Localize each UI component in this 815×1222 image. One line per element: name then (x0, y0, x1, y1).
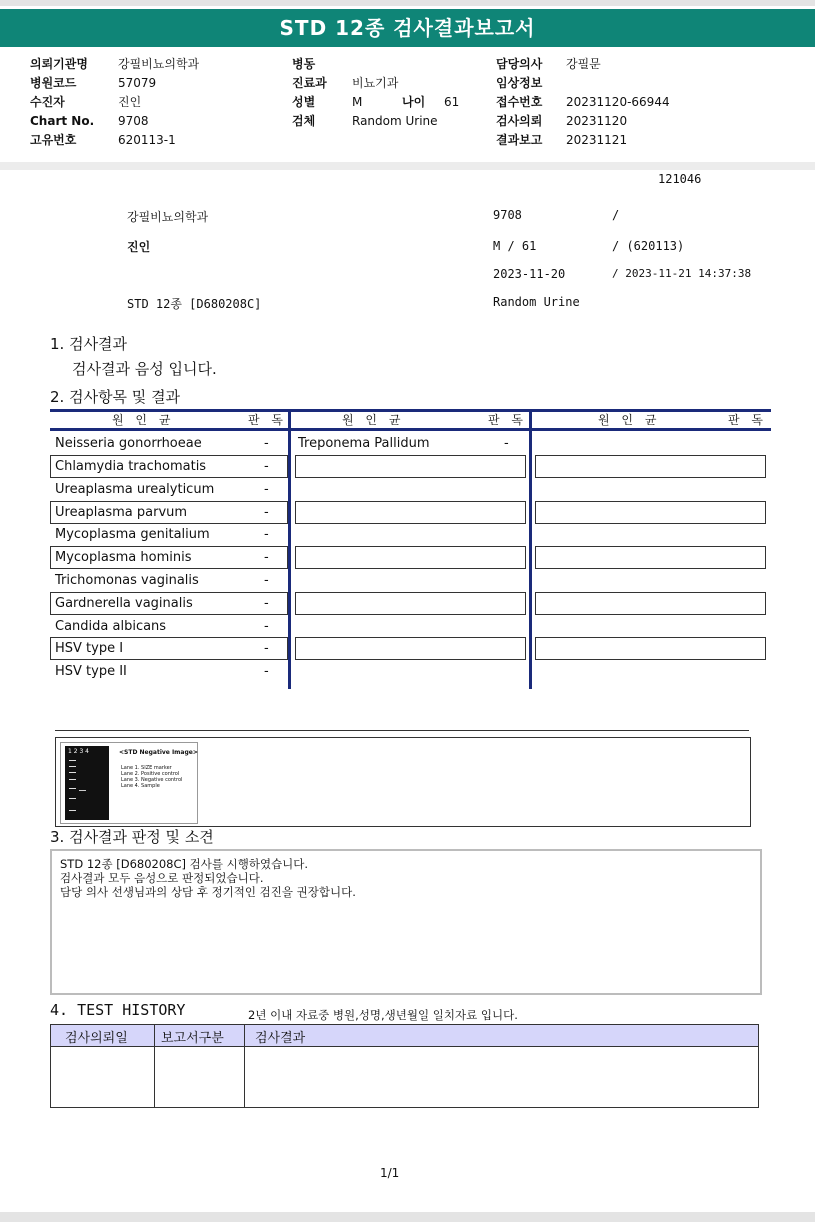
organism-name: HSV type II (55, 664, 127, 679)
info-col-2 (292, 55, 459, 131)
row-box (295, 592, 526, 615)
label: 병동 (292, 57, 316, 71)
label: 의뢰기관명 (30, 57, 88, 71)
organism-result: - (264, 436, 269, 451)
organism-result: - (264, 505, 269, 520)
summary-code: 121046 (658, 172, 702, 186)
table-header-line (50, 428, 771, 431)
history-header-result: 검사결과 (255, 1031, 306, 1046)
gel-image (60, 742, 198, 824)
summary-sex-age: M / 61 (493, 239, 537, 253)
row-box (535, 455, 766, 478)
label: 수진자 (30, 95, 65, 109)
column-divider-1 (288, 411, 291, 689)
gel-legend-item: Lane 2. Positive control (121, 771, 180, 777)
history-header-row (51, 1025, 758, 1047)
summary-specimen: Random Urine (493, 295, 580, 309)
report-title: STD 12종 검사결과보고서 (0, 9, 815, 47)
opinion-box (50, 849, 762, 995)
organism-result: - (264, 527, 269, 542)
value: Random Urine (352, 114, 438, 128)
row-box (535, 501, 766, 524)
gel-title: <STD Negative Image> (119, 749, 198, 756)
col-header-2: 원 인 균 (342, 413, 405, 427)
gel-legend-item: Lane 4. Sample (121, 783, 160, 789)
organism-name: Mycoplasma genitalium (55, 527, 210, 542)
organism-result: - (264, 596, 269, 611)
label: 결과보고 (496, 133, 543, 147)
top-bar (0, 0, 815, 6)
summary-chart: 9708 (493, 208, 522, 222)
section4-title: 4. TEST HISTORY (50, 1001, 186, 1019)
history-col-divider (244, 1025, 245, 1107)
opinion-line: STD 12종 [D680208C] 검사를 시행하였습니다. (60, 857, 309, 871)
row-box (535, 546, 766, 569)
summary-request-date: 2023-11-20 (493, 267, 566, 281)
row-box (295, 637, 526, 660)
row-box (535, 592, 766, 615)
organism-name: Gardnerella vaginalis (55, 596, 193, 611)
summary-slash: / (612, 208, 620, 222)
organism-name: Candida albicans (55, 619, 167, 634)
row-box (295, 546, 526, 569)
organism-result: - (264, 641, 269, 656)
opinion-line: 검사결과 모두 음성으로 판정되었습니다. (60, 871, 264, 885)
organism-name: Mycoplasma hominis (55, 550, 192, 565)
section3-title: 3. 검사결과 판정 및 소견 (50, 828, 214, 846)
label: 임상정보 (496, 76, 543, 90)
age-value: 61 (444, 95, 460, 109)
section2-title: 2. 검사항목 및 결과 (50, 388, 181, 406)
organism-name: Treponema Pallidum (298, 436, 430, 451)
organism-result: - (264, 619, 269, 634)
col-header-3: 원 인 균 (598, 413, 661, 427)
label: 검체 (292, 114, 316, 128)
summary-test-name: STD 12종 [D680208C] (127, 297, 262, 311)
history-header-type: 보고서구분 (161, 1031, 224, 1046)
judge-header-1: 판 독 (248, 413, 287, 427)
value: 620113-1 (118, 133, 176, 147)
organism-name: HSV type I (55, 641, 124, 656)
info-col-3 (496, 55, 670, 150)
gel-image-box (55, 737, 751, 827)
history-col-divider (154, 1025, 155, 1107)
label: Chart No. (30, 114, 95, 128)
column-divider-2 (529, 411, 532, 689)
label: 진료과 (292, 76, 327, 90)
label: 담당의사 (496, 57, 543, 71)
label: 병원코드 (30, 76, 77, 90)
value: 9708 (118, 114, 149, 128)
section1-text: 검사결과 음성 입니다. (72, 360, 217, 378)
section1-title: 1. 검사결과 (50, 335, 128, 353)
summary-report-datetime: / 2023-11-21 14:37:38 (612, 267, 752, 280)
gel-lane-numbers: 1 2 3 4 (68, 748, 89, 755)
info-col-1 (30, 55, 199, 150)
row-box (295, 455, 526, 478)
judge-header-2: 판 독 (488, 413, 527, 427)
history-header-date: 검사의뢰일 (65, 1031, 128, 1046)
value: 57079 (118, 76, 157, 90)
value: 20231120-66944 (566, 95, 670, 109)
gel-top-line (55, 730, 749, 731)
value: 강필비뇨의학과 (118, 57, 200, 71)
page-number: 1/1 (380, 1166, 400, 1180)
summary-id: / (620113) (612, 239, 685, 253)
separator (0, 162, 815, 170)
label: 검사의뢰 (496, 114, 543, 128)
history-note: 2년 이내 자료중 병원,성명,생년월일 일치자료 입니다. (248, 1008, 518, 1022)
opinion-line: 담당 의사 선생님과의 상담 후 정기적인 검진을 권장합니다. (60, 885, 356, 899)
label: 접수번호 (496, 95, 543, 109)
organism-name: Neisseria gonorrhoeae (55, 436, 202, 451)
organism-result: - (264, 482, 269, 497)
row-box (535, 637, 766, 660)
summary-patient: 진인 (127, 240, 151, 254)
gel-lanes (65, 746, 109, 820)
organism-name: Trichomonas vaginalis (55, 573, 199, 588)
gel-legend-item: Lane 1. SIZE marker (121, 765, 172, 771)
organism-result: - (264, 459, 269, 474)
gel-legend (121, 765, 182, 789)
bottom-bar (0, 1212, 815, 1222)
value: 강필문 (566, 57, 601, 71)
organism-result: - (264, 550, 269, 565)
judge-header-3: 판 독 (728, 413, 767, 427)
organism-name: Ureaplasma urealyticum (55, 482, 215, 497)
organism-name: Chlamydia trachomatis (55, 459, 207, 474)
value: 20231120 (566, 114, 628, 128)
value: 20231121 (566, 133, 628, 147)
history-table (50, 1024, 759, 1108)
summary-hospital: 강필비뇨의학과 (127, 210, 209, 224)
organism-name: Ureaplasma parvum (55, 505, 188, 520)
organism-result: - (264, 573, 269, 588)
row-box (295, 501, 526, 524)
age-label: 나이 (402, 95, 426, 109)
gel-legend-item: Lane 3. Negative control (121, 777, 183, 783)
value: 비뇨기과 (352, 76, 399, 90)
value: M (352, 95, 363, 109)
organism-result: - (264, 664, 269, 679)
value: 진인 (118, 95, 142, 109)
label: 고유번호 (30, 133, 77, 147)
col-header-1: 원 인 균 (112, 413, 175, 427)
label: 성별 (292, 95, 316, 109)
organism-result: - (504, 436, 509, 451)
